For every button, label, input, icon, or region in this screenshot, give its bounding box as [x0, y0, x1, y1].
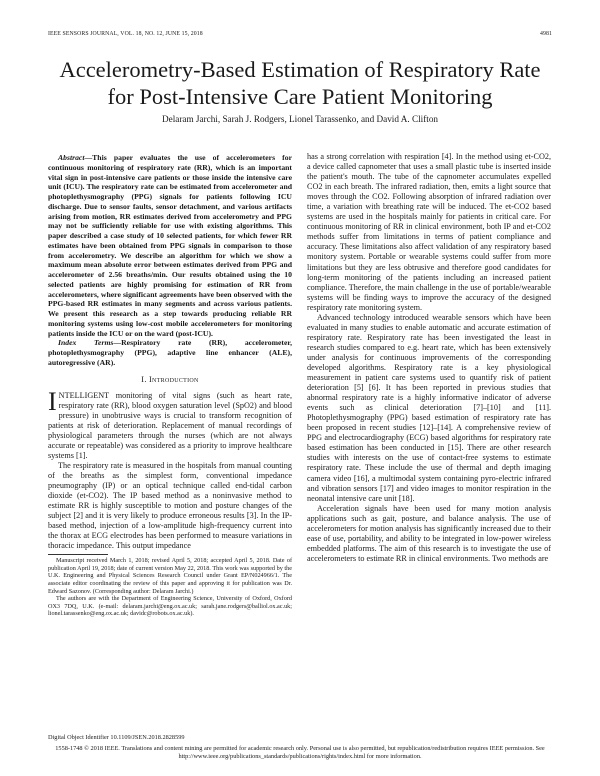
- abstract-lead: Abstract: [58, 153, 85, 162]
- intro-text: monitoring of vital signs (such as heart rate, respiratory rate (RR), blood oxygen saturation level (SpO2) and blood pressure) in unobtrusive ways is crucial to transform recognition of patients at risk of deterioration. Replacement of manual recordings of physiological parameters through the nurses (which are not always accurate or repeatable) was considered as a priority to improve healthcare systems [1].: [48, 390, 292, 460]
- body-paragraph: Acceleration signals have been used for many motion analysis applications such as gait, posture, and balance analysis. The use of accelerometers for motion analysis has significantly increased due to their ease of use, portability, and ability to be integrated in low-power wireless embedded platforms. The aim of this research is to investigate the use of accelerometers to estimate RR in clinical environments. Two methods are: [307, 503, 551, 563]
- copyright-text: 1558-1748 © 2018 IEEE. Translations and content mining are permitted for academic research only. Personal use is also permitted, but republication/redistribution requires IEEE permission. See http://www.ieee.org/publications_standards/publications/rights/index.html for more information.: [55, 745, 545, 760]
- page-number: 4981: [540, 31, 552, 37]
- footnotes: [48, 557, 292, 618]
- section-numeral: I.: [141, 374, 147, 384]
- body-paragraph: The respiratory rate is measured in the hospitals from manual counting of the breaths as the simplest form, conventional impedance pneumography (IP) or an optical technique called end-tidal carbon dioxide (et-CO2). The IP based method as a noninvasive method to estimate RR is highly susceptible to motion and posture changes of the subject [2] and it is very likely to produce erroneous results [3]. In the IP-based method, injection of a low-amplitude high-frequency current into the thorax at ECG electrodes has been performed to measure variations in thoracic impedance. This output impedance: [48, 460, 292, 551]
- index-terms-text: —Respiratory rate (RR), accelerometer, photoplethysmography (PPG), adaptive line enhancer (ALE), autoregressive (AR).: [48, 338, 292, 367]
- copyright-notice: [48, 734, 552, 761]
- paper-title: Accelerometry-Based Estimation of Respiratory Rate for Post-Intensive Care Patient Monitoring: [59, 57, 541, 109]
- running-head: [48, 31, 552, 41]
- abstract: [48, 153, 292, 338]
- left-column: [48, 153, 292, 618]
- section-heading: [48, 375, 292, 385]
- index-terms-lead: Index Terms: [58, 338, 114, 348]
- body-paragraph: Advanced technology introduced wearable sensors which have been evaluated in many studies to enable automatic and accurate estimation of respiratory rate. Respiratory rate has been investigated the least in research studies compared to e.g. heart rate, which has been extensively under analysis for continuous improvements of the corresponding developed algorithms. Respiratory rate is a key physiological measurement in patient care systems used to quantify risk of patient deterioration [5] [6]. It has been reported in previous studies that abnormal respiratory rate is a highly informative indicator of adverse events such as clinical deterioration [7]–[10] and [11]. Photoplethysmography (PPG) based estimation of respiratory rate has been proposed in recent studies [12]–[14]. A comprehensive review of PPG and electrocardiography (ECG) based algorithms for respiratory rate based estimation has been conducted in [15]. There are other research studies with interests on the use of contact-free systems to estimate respiratory rate. These include the use of thermal and depth imaging camera video [16], a multimodal system containing pyro-electric infrared and vibration sensors [17] and video images to monitor respiration in the neonatal intensive care unit [18].: [307, 312, 551, 503]
- right-column: [307, 152, 551, 564]
- body-paragraph: has a strong correlation with respiration [4]. In the method using et-CO2, a device called capnometer that uses a small plastic tube is inserted inside the patient's mouth. The tube of the capnometer accumulates expelled CO2 in each breath. The infrared radiation, then, emits a light source that moves through the CO2. Following absorption of infrared radiation over time, a variation with breathing rate will be induced. The et-CO2 based systems are used in the hospitals mainly for patients in critical care. For continuous monitoring of RR in clinical environment, both IP and et-CO2 methods suffer from limitations in terms of patient compliance and accuracy. These limitations also affect validation of any respiratory based monitory system. Portable or wearable systems could suffer from more limitations but they are less obtrusive and therefore good candidates for long-term monitoring of the patients including an increased patient compliance. Therefore, the main challenge in the use of portable/wearable systems will be finding ways to improve the accuracy of the designed respiratory rate monitoring system.: [307, 152, 551, 312]
- doi-line: Digital Object Identifier 10.1109/JSEN.2018.2828599: [48, 734, 185, 741]
- index-terms: [48, 338, 292, 367]
- footnote-affiliation: The authors are with the Department of Engineering Science, University of Oxford, Oxford OX3 7DQ, U.K. (e-mail: delaram.jarchi@eng.ox.ac.uk; sarah.jane.rodgers@balliol.ox.ac.uk; lionel.tarassenko@eng.ox.ac.uk; davidc@robots.ox.ac.uk).: [48, 595, 292, 618]
- intro-smallcaps: NTELLIGENT: [58, 390, 110, 400]
- abstract-text: —This paper evaluates the use of accelerometers for continuous monitoring of respiratory rate (RR), which is an important vital sign in post-intensive care patients or those inside the intensive care unit (ICU). The respiratory rate can be estimated from accelerometer and photoplethysmography (PPG) signals for patients following ICU discharge. Due to sensor faults, sensor detachment, and various artifacts arising from motion, RR estimates derived from accelerometry and PPG may not be sufficiently reliable for use with existing algorithms. This paper described a case study of 10 selected patients, for which fewer RR estimates have been obtained from PPG signals in comparison to those from accelerometry. We describe an algorithm for which we show a maximum mean absolute error between estimates derived from PPG and accelerometer of 2.56 breaths/min. Our results obtained using the 10 selected patients are highly promising for estimation of RR from accelerometers, where significant agreements have been observed with the PPG-based RR estimates in many segments and across various patients. We present this research as a step towards producing reliable RR monitoring systems using low-cost mobile accelerometers for monitoring patients inside the ICU or on the ward (post-ICU).: [48, 153, 292, 338]
- drop-cap: I: [48, 386, 57, 416]
- intro-paragraph: [48, 386, 292, 461]
- section-title: Introduction: [149, 374, 199, 384]
- author-list: Delaram Jarchi, Sarah J. Rodgers, Lionel Tarassenko, and David A. Clifton: [161, 114, 439, 124]
- footnote-divider: [48, 554, 108, 555]
- footnote-manuscript: Manuscript received March 1, 2018; revised April 5, 2018; accepted April 5, 2018. Date of publication April 19, 2018; date of current version May 22, 2018. This work was supported by the U.K. Engineering and Physical Sciences Research Council under Grant EP/N024966/1. The associate editor coordinating the review of this paper and approving it for publication was Dr. Edward Sazonov. (Corresponding author: Delaram Jarchi.): [48, 557, 292, 595]
- journal-name: IEEE SENSORS JOURNAL, VOL. 18, NO. 12, JUNE 15, 2018: [48, 31, 203, 37]
